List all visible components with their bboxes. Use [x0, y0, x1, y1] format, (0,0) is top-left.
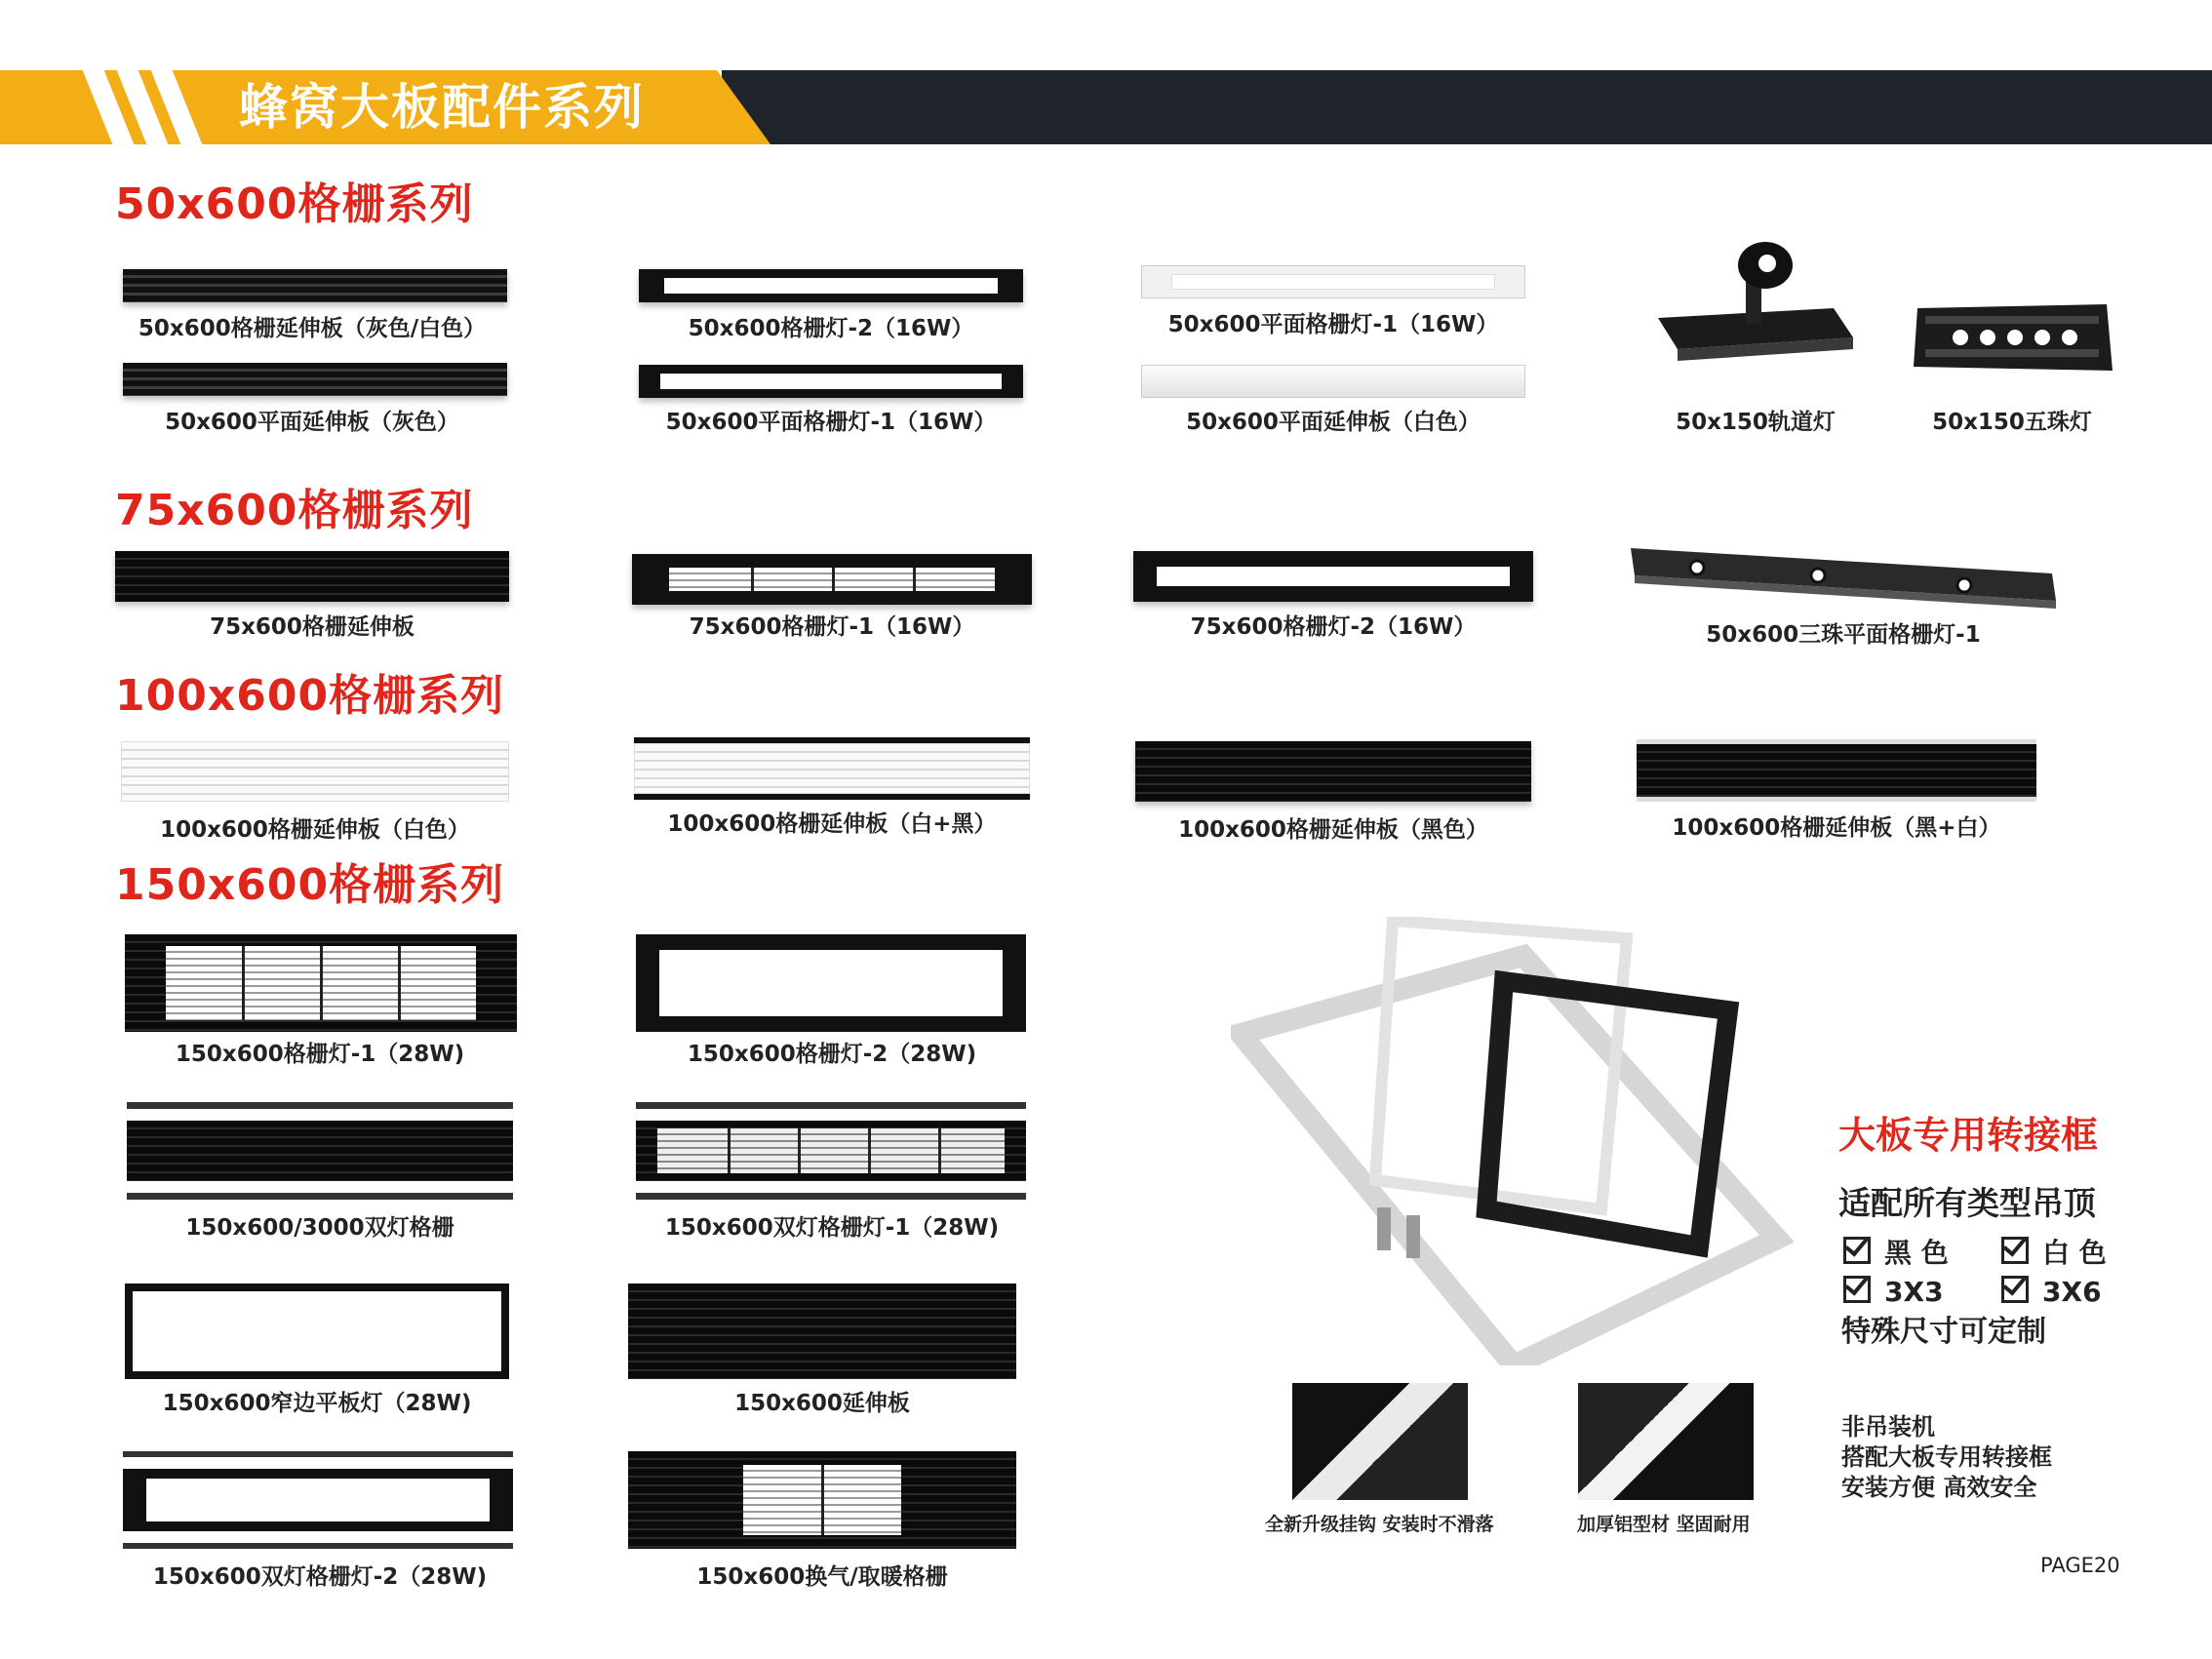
product-image-100-white-black [634, 737, 1030, 800]
product-caption: 75x600格栅灯-1（16W） [689, 614, 975, 640]
product-image-150-light2 [636, 934, 1026, 1032]
detail-caption: 加厚铝型材 坚固耐用 [1577, 1514, 1751, 1535]
section-title-150x600: 150x600格栅系列 [115, 860, 505, 910]
product-image-50-flat-ext [123, 363, 507, 396]
product-caption: 50x600平面格栅灯-1（16W） [1167, 312, 1499, 337]
custom-size-note: 特殊尺寸可定制 [1841, 1315, 2046, 1349]
detail-caption: 全新升级挂钩 安装时不滑落 [1265, 1514, 1494, 1535]
detail-image-hook [1292, 1383, 1468, 1500]
section-title-50x600: 50x600格栅系列 [115, 179, 474, 229]
three-bead-light-image [1631, 540, 2056, 618]
product-image-75-light1 [632, 554, 1032, 605]
product-caption: 100x600格栅延伸板（黑色） [1178, 817, 1488, 843]
option-3x6: 3X6 [2001, 1274, 2102, 1311]
checkbox-icon [1843, 1237, 1871, 1264]
section-title-100x600: 100x600格栅系列 [115, 671, 505, 721]
adapter-frame-image [1231, 917, 1806, 1365]
product-image-150-narrow [125, 1284, 509, 1379]
product-image-50-ext [123, 269, 507, 302]
install-note: 安装方便 高效安全 [1841, 1474, 2037, 1501]
product-image-50-flat-ext-white [1141, 365, 1525, 398]
product-caption: 50x600格栅延伸板（灰色/白色） [138, 316, 487, 341]
product-caption: 150x600双灯格栅灯-2（28W) [152, 1564, 488, 1590]
product-caption: 100x600格栅延伸板（黑+白） [1672, 815, 2001, 841]
product-image-150-ext [628, 1284, 1016, 1379]
install-note: 非吊装机 [1841, 1413, 1935, 1441]
track-light-image [1648, 240, 1863, 376]
option-black: 黑 色 [1843, 1235, 1949, 1272]
product-image-100-black [1135, 741, 1531, 802]
product-image-50-flat-light-white [1141, 265, 1525, 298]
product-caption: 50x150五珠灯 [1932, 410, 2092, 435]
product-image-75-light2 [1133, 551, 1533, 602]
product-image-100-black-white [1637, 739, 2036, 802]
product-image-50-flat-light [639, 365, 1023, 398]
product-caption: 50x600平面延伸板（白色） [1186, 410, 1481, 435]
product-image-150-vent [628, 1451, 1016, 1549]
page-title: 蜂窝大板配件系列 [239, 79, 645, 136]
product-image-150-double1 [636, 1102, 1026, 1200]
product-caption: 150x600窄边平板灯（28W) [162, 1391, 472, 1416]
product-caption: 150x600双灯格栅灯-1（28W) [664, 1215, 1000, 1241]
install-note: 搭配大板专用转接框 [1841, 1443, 2052, 1471]
product-caption: 150x600换气/取暖格栅 [696, 1564, 948, 1590]
product-image-150-light1 [125, 934, 517, 1032]
product-image-75-ext [115, 551, 509, 602]
five-bead-light-image [1912, 298, 2113, 378]
promo-subtitle: 适配所有类型吊顶 [1838, 1184, 2096, 1222]
product-image-150-double3000 [127, 1102, 513, 1200]
product-image-50-light2 [639, 269, 1023, 302]
header-band-dark [722, 70, 2212, 144]
checkbox-icon [2001, 1237, 2029, 1264]
product-caption: 50x150轨道灯 [1676, 410, 1836, 435]
product-caption: 150x600格栅灯-1（28W) [175, 1042, 465, 1067]
product-caption: 75x600格栅延伸板 [210, 614, 415, 640]
product-caption: 150x600/3000双灯格栅 [185, 1215, 454, 1241]
product-caption: 50x600平面格栅灯-1（16W） [665, 410, 997, 435]
product-caption: 100x600格栅延伸板（白+黑） [667, 811, 997, 837]
product-caption: 50x600平面延伸板（灰色） [165, 410, 459, 435]
product-image-150-double2 [123, 1451, 513, 1549]
section-title-75x600: 75x600格栅系列 [115, 486, 474, 535]
product-caption: 100x600格栅延伸板（白色） [160, 817, 470, 843]
product-caption: 150x600延伸板 [734, 1391, 910, 1416]
product-caption: 150x600格栅灯-2（28W) [687, 1042, 977, 1067]
checkbox-icon [2001, 1276, 2029, 1303]
product-caption: 50x600格栅灯-2（16W） [688, 316, 974, 341]
product-caption: 75x600格栅灯-2（16W） [1190, 614, 1477, 640]
checkbox-icon [1843, 1276, 1871, 1303]
option-3x3: 3X3 [1843, 1274, 1944, 1311]
page-number: PAGE20 [2040, 1554, 2120, 1577]
product-image-100-white [121, 741, 509, 802]
detail-image-profile [1578, 1383, 1754, 1500]
option-white: 白 色 [2001, 1235, 2107, 1272]
promo-title: 大板专用转接框 [1838, 1114, 2099, 1157]
product-caption: 50x600三珠平面格栅灯-1 [1706, 622, 1981, 648]
